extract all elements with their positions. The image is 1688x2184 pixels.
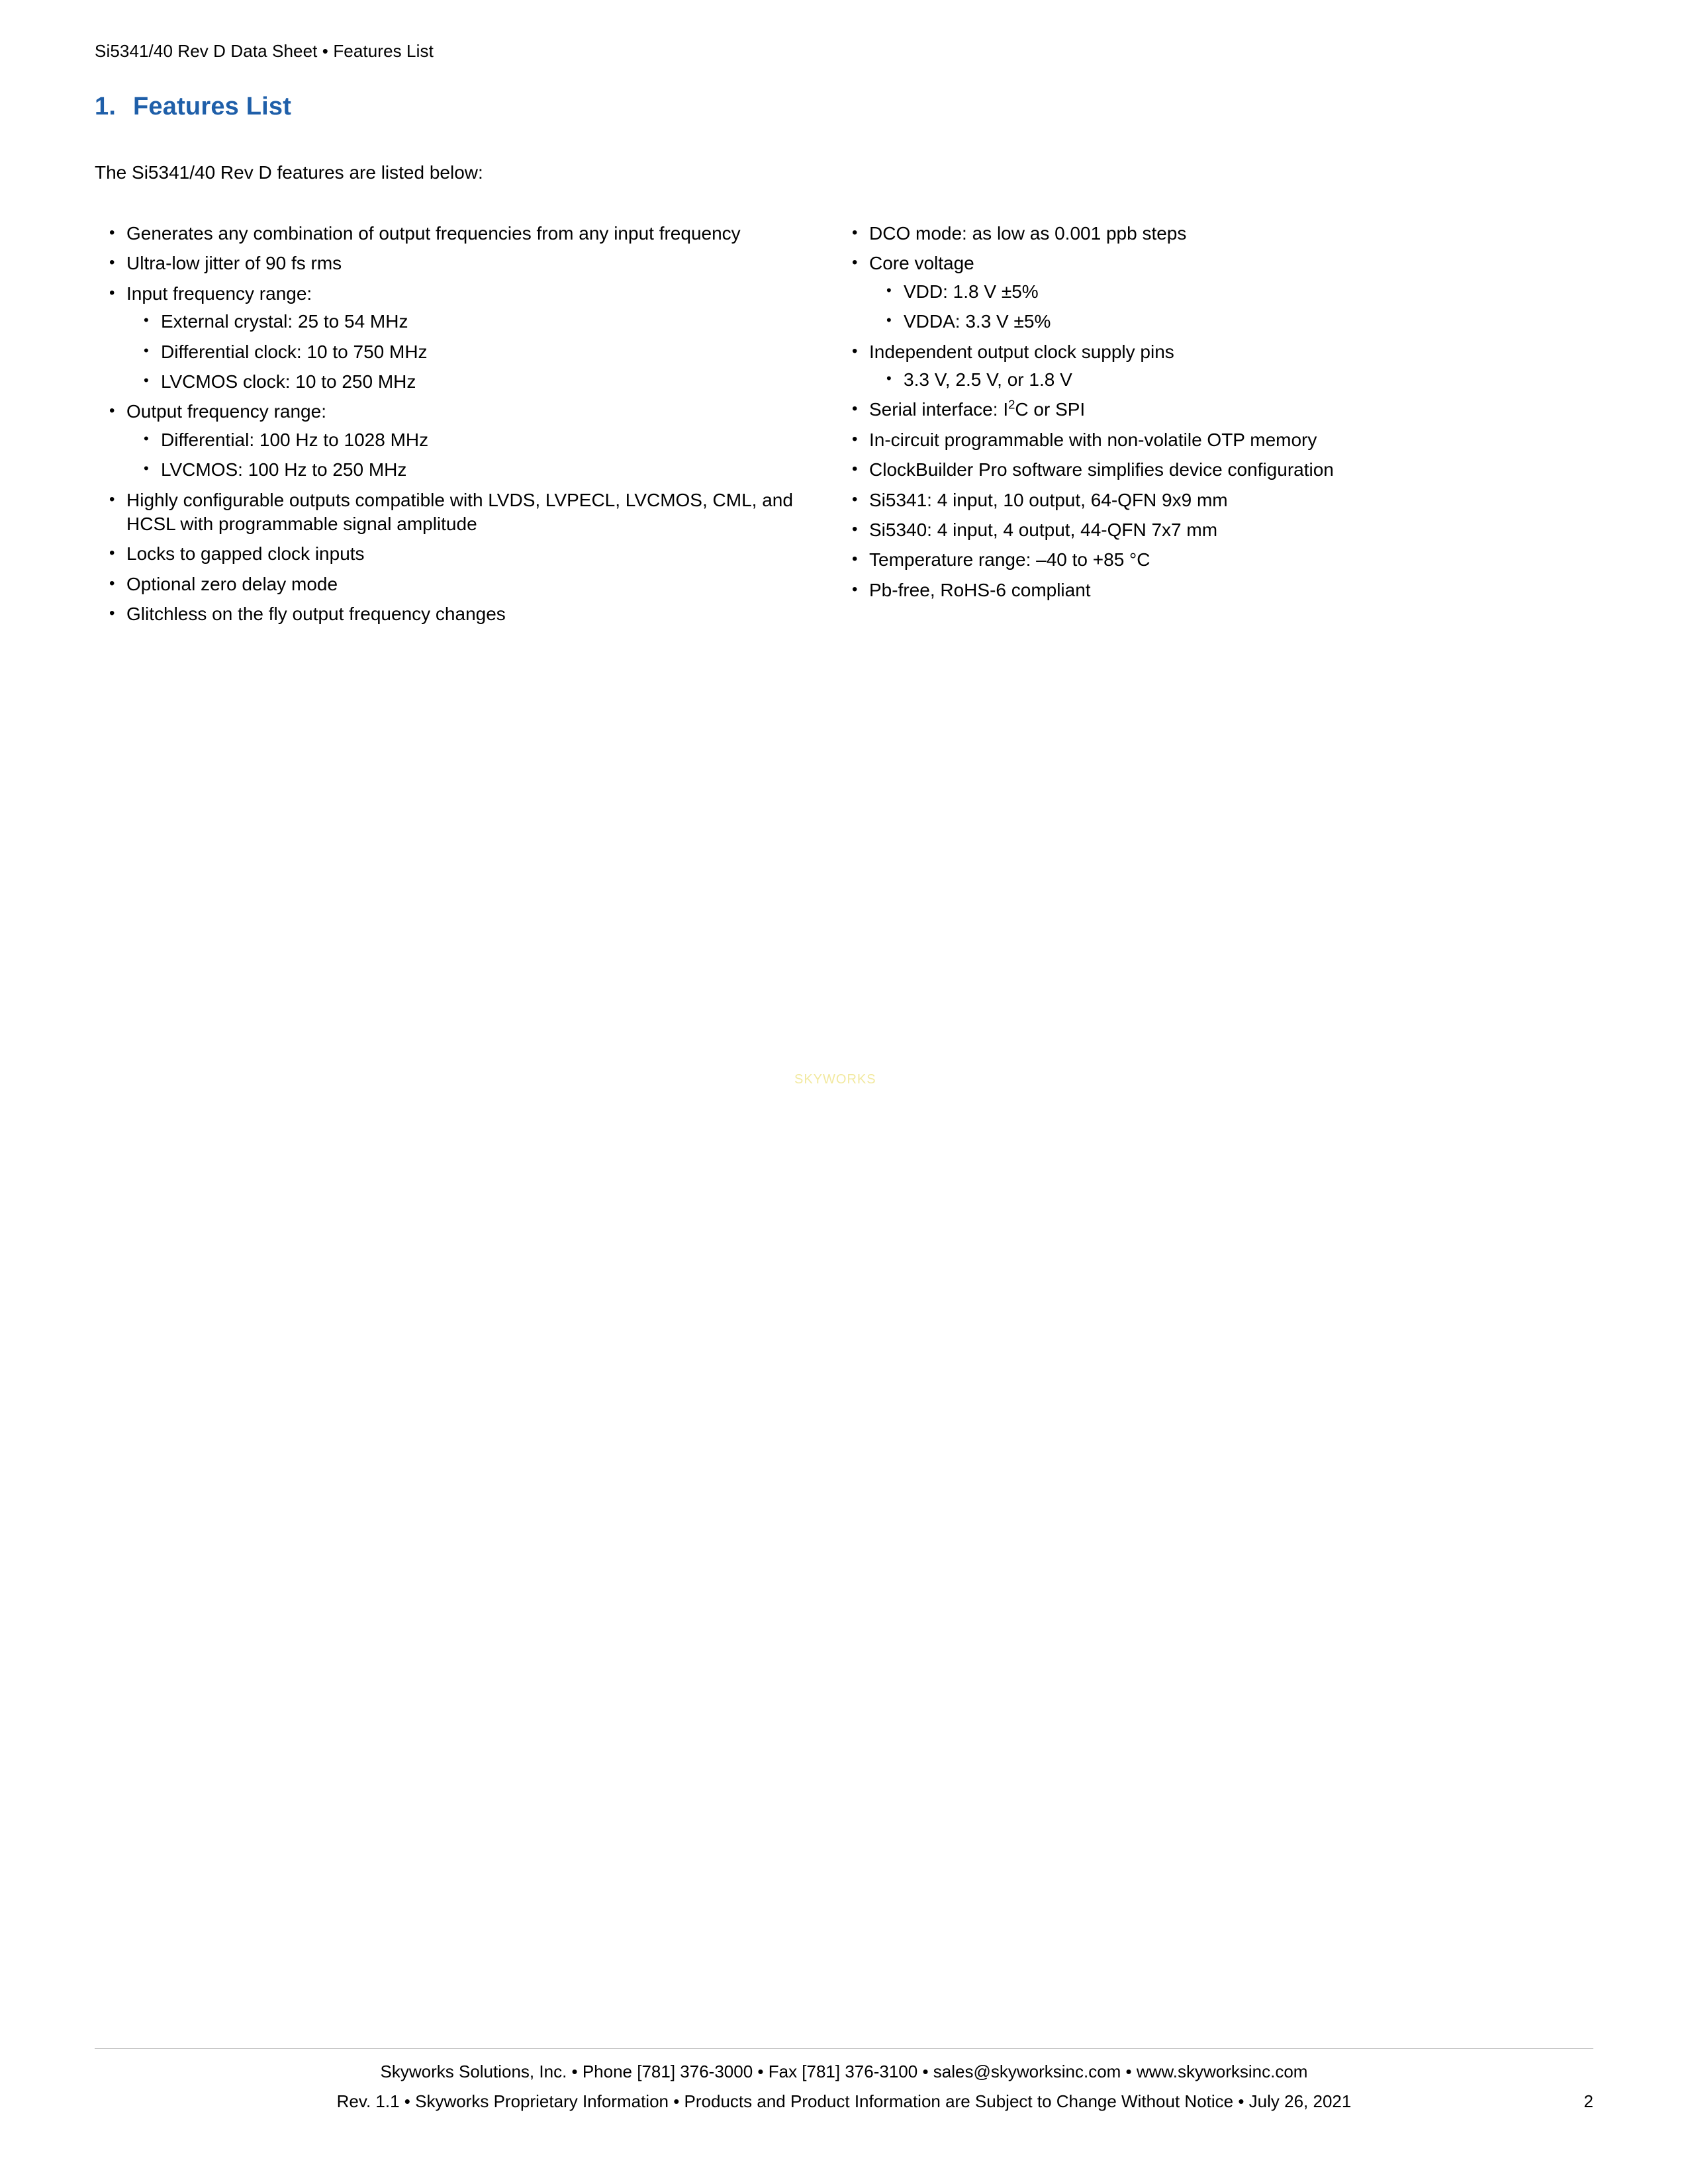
list-item	[126, 428, 796, 452]
list-item	[837, 518, 1539, 542]
feature-text: Locks to gapped clock inputs	[126, 543, 365, 565]
list-item	[837, 578, 1539, 602]
feature-list-left	[95, 222, 796, 626]
feature-text: Si5341: 4 input, 10 output, 64-QFN 9x9 mm	[869, 489, 1228, 510]
list-item	[837, 398, 1539, 422]
list-item	[126, 370, 796, 394]
list-item	[95, 488, 796, 537]
list-item	[837, 428, 1539, 452]
section-number: 1.	[95, 93, 117, 120]
feature-subtext: Differential: 100 Hz to 1028 MHz	[161, 429, 429, 450]
list-item	[95, 251, 796, 275]
feature-text: Glitchless on the fly output frequency changes	[126, 604, 506, 625]
list-item	[869, 280, 1539, 304]
feature-text: In-circuit programmable with non-volatile OTP memory	[869, 429, 1317, 450]
list-item	[95, 222, 796, 246]
feature-sublist	[126, 310, 796, 394]
feature-text: Independent output clock supply pins	[869, 341, 1174, 362]
list-item	[126, 340, 796, 364]
footer-revision-line: Rev. 1.1 • Skyworks Proprietary Information • Products and Product Information are Subject to Change Without Notice • July 26, 2021	[336, 2091, 1352, 2111]
list-item	[869, 310, 1539, 334]
feature-text: ClockBuilder Pro software simplifies device configuration	[869, 459, 1334, 480]
list-item	[837, 340, 1539, 392]
feature-text-prefix: Serial interface: I	[869, 399, 1009, 420]
list-item	[95, 572, 796, 596]
feature-subtext: VDD: 1.8 V ±5%	[904, 281, 1039, 302]
feature-text: Pb-free, RoHS-6 compliant	[869, 579, 1091, 600]
running-head: Si5341/40 Rev D Data Sheet • Features List	[95, 41, 434, 61]
feature-text: Optional zero delay mode	[126, 573, 338, 594]
feature-sublist	[869, 368, 1539, 392]
features-right-column	[837, 222, 1539, 608]
list-item	[837, 548, 1539, 572]
page-number: 2	[1583, 2091, 1593, 2111]
intro-paragraph: The Si5341/40 Rev D features are listed below:	[95, 162, 483, 183]
feature-text: Generates any combination of output frequencies from any input frequency	[126, 223, 741, 244]
feature-sublist	[126, 428, 796, 482]
feature-text: Temperature range: –40 to +85 °C	[869, 549, 1150, 570]
list-item	[837, 251, 1539, 334]
list-item	[95, 542, 796, 566]
list-item	[95, 602, 796, 626]
feature-text: DCO mode: as low as 0.001 ppb steps	[869, 223, 1187, 244]
list-item	[837, 488, 1539, 512]
list-item	[837, 222, 1539, 246]
feature-text: Output frequency range:	[126, 401, 326, 422]
feature-sublist	[869, 280, 1539, 334]
footer-contact-line: Skyworks Solutions, Inc. • Phone [781] 376-3000 • Fax [781] 376-3100 • sales@skyworksinc.com • www.skyworksinc.com	[380, 2062, 1308, 2081]
list-item	[126, 458, 796, 482]
feature-text: Input frequency range:	[126, 283, 312, 304]
list-item	[869, 368, 1539, 392]
feature-subtext: External crystal: 25 to 54 MHz	[161, 311, 408, 332]
section-title-text: Features List	[133, 93, 292, 120]
feature-subtext: VDDA: 3.3 V ±5%	[904, 311, 1051, 332]
page-title	[95, 93, 291, 121]
feature-text: Ultra-low jitter of 90 fs rms	[126, 253, 342, 274]
feature-text: Highly configurable outputs compatible with LVDS, LVPECL, LVCMOS, CML, and HCSL with programmable signal amplitude	[126, 489, 793, 534]
features-left-column	[95, 222, 796, 632]
feature-list-right	[837, 222, 1539, 602]
feature-subtext: LVCMOS: 100 Hz to 250 MHz	[161, 459, 407, 480]
watermark-text: SKYWORKS	[794, 1072, 876, 1087]
feature-text: Core voltage	[869, 253, 974, 274]
footer-divider	[95, 2048, 1593, 2049]
list-item	[95, 400, 796, 482]
feature-text-superscript: 2	[1008, 398, 1015, 412]
feature-text: Si5340: 4 input, 4 output, 44-QFN 7x7 mm	[869, 519, 1218, 540]
feature-text-suffix: C or SPI	[1015, 399, 1086, 420]
list-item	[95, 282, 796, 394]
list-item	[126, 310, 796, 334]
feature-subtext: LVCMOS clock: 10 to 250 MHz	[161, 371, 416, 392]
feature-subtext: Differential clock: 10 to 750 MHz	[161, 341, 428, 362]
feature-subtext: 3.3 V, 2.5 V, or 1.8 V	[904, 369, 1072, 390]
list-item	[837, 458, 1539, 482]
